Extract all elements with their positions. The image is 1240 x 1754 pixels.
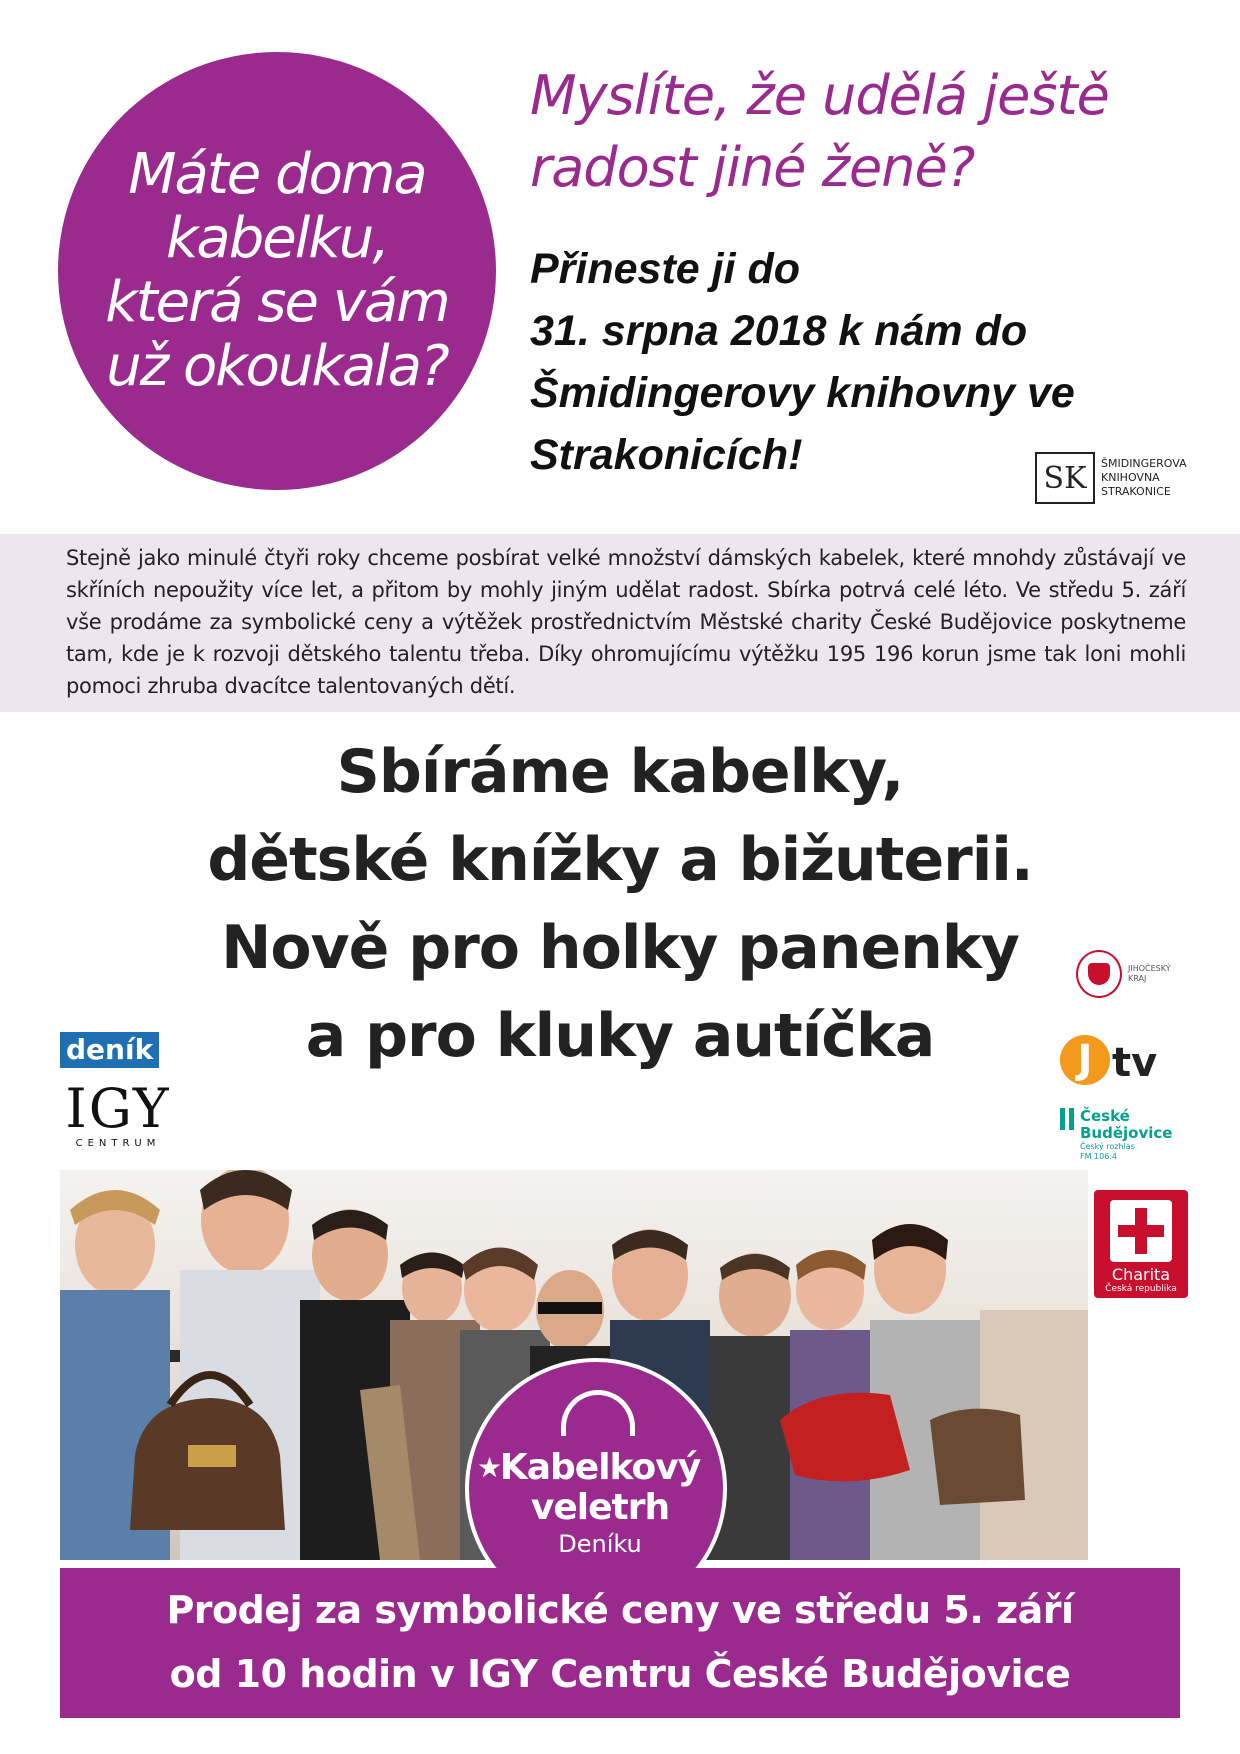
- circle-line: která se vám: [105, 270, 449, 335]
- main-title-line: a pro kluky autíčka: [305, 1001, 935, 1071]
- circle-line: Máte doma: [128, 142, 426, 207]
- charita-logo: [1094, 1190, 1188, 1298]
- cro-name-line: Budějovice: [1080, 1124, 1173, 1142]
- cro-logo: [1060, 1108, 1200, 1162]
- cro-sub-line: Český rozhlas: [1080, 1142, 1135, 1151]
- library-logo-line: KNIHOVNA: [1101, 471, 1160, 484]
- intro-band: [0, 534, 1240, 712]
- cro-logo-sub: [1080, 1142, 1200, 1162]
- cro-sub-line: FM 106.4: [1080, 1152, 1117, 1161]
- handbag-icon: [561, 1390, 635, 1436]
- jtv-logo: [1060, 1035, 1157, 1085]
- region-logo-text: [1128, 964, 1192, 984]
- bring-line: Přineste ji do: [530, 245, 801, 293]
- region-crest-icon: [1076, 950, 1122, 998]
- headline-line: Myslíte, že udělá ještě: [530, 64, 1109, 127]
- region-logo-line: JIHOČESKÝ: [1128, 964, 1171, 973]
- charita-logo-name: Charita: [1111, 1265, 1171, 1284]
- bring-line: Strakonicích!: [530, 431, 803, 479]
- bring-instructions: [530, 238, 1220, 486]
- sale-info-line: Prodej za symbolické ceny ve středu 5. září: [166, 1588, 1074, 1632]
- badge-line: Kabelkový: [499, 1447, 701, 1488]
- library-logo-mark: SK: [1035, 452, 1095, 504]
- cro-logo-name: [1080, 1108, 1172, 1142]
- bring-line: 31. srpna 2018 k nám do: [530, 307, 1028, 355]
- igy-logo-text: IGY: [65, 1077, 171, 1140]
- library-logo-line: STRAKONICE: [1101, 485, 1171, 498]
- sale-info-line: od 10 hodin v IGY Centru České Budějovice: [169, 1652, 1071, 1696]
- question-circle: [58, 52, 496, 490]
- circle-line: kabelku,: [165, 206, 388, 271]
- region-logo-line: KRAJ: [1128, 974, 1147, 983]
- circle-line: už okoukala?: [106, 334, 448, 399]
- circle-question: [75, 143, 478, 399]
- denik-logo: deník: [60, 1032, 159, 1068]
- main-title-line: Sbíráme kabelky,: [336, 737, 904, 807]
- igy-logo-subtitle: CENTRUM: [75, 1138, 161, 1149]
- main-title-line: dětské knížky a bižuterii.: [207, 825, 1033, 895]
- sale-info: [60, 1578, 1180, 1706]
- main-title: [0, 728, 1240, 1080]
- cro-icon: [1060, 1108, 1074, 1130]
- badge-line: veletrh: [530, 1487, 670, 1528]
- jtv-logo-text: tv: [1112, 1040, 1158, 1086]
- cro-name-line: České: [1080, 1107, 1130, 1125]
- library-logo-line: ŠMIDINGEROVA: [1101, 457, 1187, 470]
- charita-logo-sub: Česká republika: [1105, 1284, 1177, 1294]
- headline-line: radost jiné ženě?: [530, 136, 975, 199]
- main-title-line: Nově pro holky panenky: [221, 913, 1019, 983]
- bring-line: Šmidingerovy knihovny ve: [530, 369, 1075, 417]
- star-icon: ★: [477, 1451, 503, 1484]
- igy-centrum-logo: [56, 1077, 180, 1149]
- region-logo: [1076, 950, 1192, 998]
- charita-cross-icon: [1110, 1200, 1172, 1262]
- intro-paragraph: Stejně jako minulé čtyři roky chceme posbírat velké množství dámských kabelek, které mnohdy zůstávají ve skříních nepoužity více let, a přitom by mohly jiným udělat radost. Sbírka potrvá celé léto. Ve středu 5. září vše prodáme za symbolické ceny a výtěžek prostřednictvím Městské charity České Budějovice poskytneme tam, kde je k rozvoji dětského talentu třeba. Díky ohromujícímu výtěžku 195 196 korun jsme tak loni mohli pomoci zhruba dvacítce talentovaných dětí.: [66, 546, 1186, 698]
- library-logo-name: [1101, 457, 1191, 499]
- jtv-logo-letter: J: [1060, 1035, 1110, 1085]
- sale-info-bar: [60, 1568, 1180, 1718]
- library-logo: [1035, 452, 1191, 504]
- badge-line: Deníku: [558, 1530, 642, 1558]
- headline: [530, 60, 1210, 204]
